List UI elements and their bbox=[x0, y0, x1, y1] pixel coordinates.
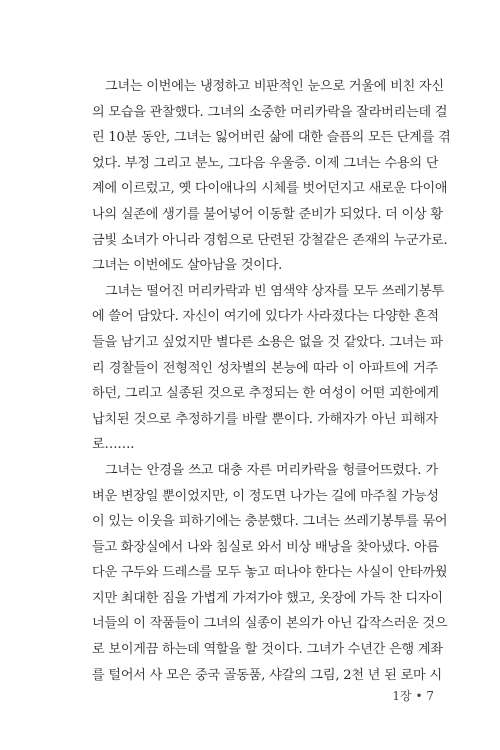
text-line: 하던, 그리고 실종된 것으로 추정되는 한 여성이 어떤 괴한에게 bbox=[92, 386, 439, 402]
text-line: 에 쓸어 담았다. 자신이 여기에 있다가 사라졌다는 다양한 흔적 bbox=[92, 309, 439, 325]
text-line: 를 털어서 사 모은 중국 골동품, 샤갈의 그림, 2천 년 된 로마 시 bbox=[92, 667, 442, 683]
text-line: 의 모습을 관찰했다. 그녀의 소중한 머리카락을 잘라버리는데 걸 bbox=[92, 104, 448, 120]
text-line: 그녀는 이번에도 살아남을 것이다. bbox=[92, 258, 283, 274]
text-line: 벼운 변장일 뿐이었지만, 이 정도면 나가는 길에 마주칠 가능성 bbox=[92, 488, 439, 504]
text-line: 로 보이게끔 하는데 역할을 할 것이다. 그녀가 수년간 은행 계좌 bbox=[92, 642, 443, 658]
text-line: 로……. bbox=[92, 437, 135, 453]
text-line: 들을 남기고 싶었지만 별다른 소용은 없을 것 같았다. 그녀는 파 bbox=[92, 334, 443, 350]
body-text bbox=[92, 74, 451, 688]
text-line: 금빛 소녀가 아니라 경험으로 단련된 강철같은 존재의 누군가로. bbox=[92, 232, 448, 248]
text-line: 지만 최대한 짐을 가볍게 가져가야 했고, 옷장에 가득 찬 디자이 bbox=[92, 590, 443, 606]
text-line: 너들의 이 작품들이 그녀의 실종이 본의가 아닌 갑작스러운 것으 bbox=[92, 616, 448, 632]
text-line: 린 10분 동안, 그녀는 잃어버린 삶에 대한 슬픔의 모든 단계를 겪 bbox=[92, 130, 451, 146]
text-line: 그녀는 떨어진 머리카락과 빈 염색약 상자를 모두 쓰레기봉투 bbox=[105, 283, 444, 299]
text-line: 었다. 부정 그리고 분노, 그다음 우울증. 이제 그녀는 수용의 단 bbox=[92, 155, 439, 171]
text-line: 납치된 것으로 추정하기를 바랄 뿐이다. 가해자가 아닌 피해자 bbox=[92, 411, 438, 427]
page-footer: 1장 • 7 bbox=[392, 689, 434, 703]
text-line: 이 있는 이웃을 피하기에는 충분했다. 그녀는 쓰레기봉투를 묶어 bbox=[92, 514, 448, 530]
text-line: 계에 이르렀고, 옛 다이애나의 시체를 벗어던지고 새로운 다이애 bbox=[92, 181, 448, 197]
text-line: 다운 구두와 드레스를 모두 놓고 떠나야 한다는 사실이 안타까웠 bbox=[92, 565, 448, 581]
text-line: 그녀는 이번에는 냉정하고 비판적인 눈으로 거울에 비친 자신 bbox=[105, 79, 444, 94]
text-line: 리 경찰들이 전형적인 성차별의 본능에 따라 이 아파트에 거주 bbox=[92, 360, 438, 376]
text-line: 나의 실존에 생기를 불어넣어 이동할 준비가 되었다. 더 이상 황 bbox=[92, 206, 443, 222]
text-line: 들고 화장실에서 나와 침실로 와서 비상 배낭을 찾아냈다. 아름 bbox=[92, 539, 439, 555]
text-line: 그녀는 안경을 쓰고 대충 자른 머리카락을 헝클어뜨렸다. 가 bbox=[105, 462, 438, 478]
